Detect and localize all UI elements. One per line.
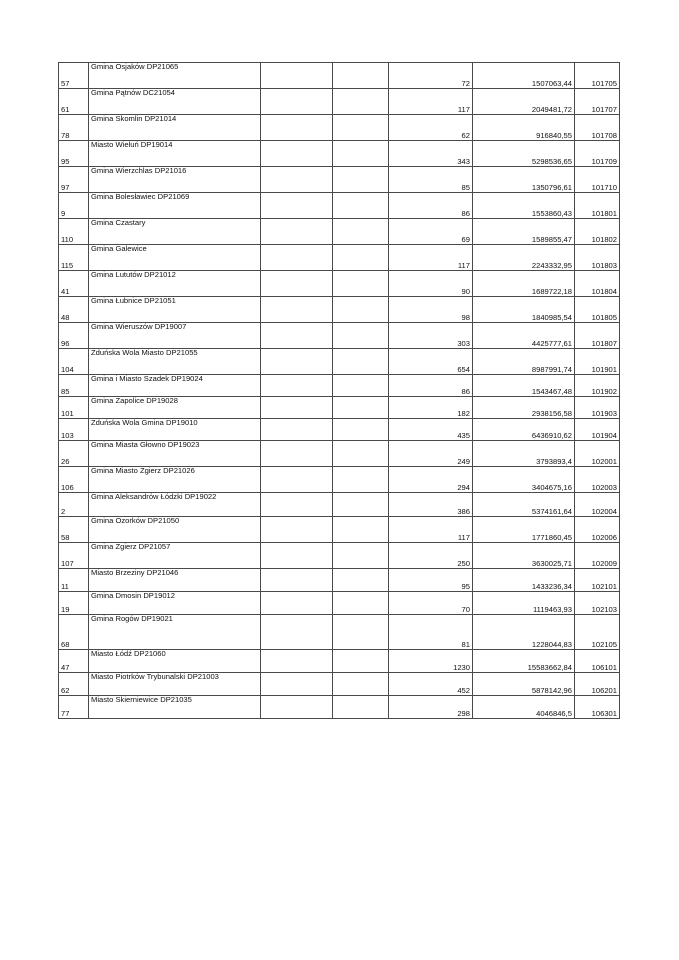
code-cell: 101807 bbox=[575, 323, 620, 349]
table-row bbox=[59, 517, 620, 543]
count-cell: 294 bbox=[389, 467, 473, 493]
row-id-cell: 95 bbox=[59, 141, 89, 167]
municipality-name-cell: Gmina Miasta Głowno DP19023 bbox=[89, 441, 261, 467]
empty-cell bbox=[261, 592, 333, 615]
amount-cell: 3404675,16 bbox=[473, 467, 575, 493]
table-row bbox=[59, 650, 620, 673]
count-cell: 86 bbox=[389, 375, 473, 397]
table-row bbox=[59, 673, 620, 696]
empty-cell bbox=[261, 141, 333, 167]
table-row bbox=[59, 592, 620, 615]
amount-cell: 15583662,84 bbox=[473, 650, 575, 673]
empty-cell bbox=[261, 696, 333, 719]
row-id-cell: 78 bbox=[59, 115, 89, 141]
amount-cell: 916840,55 bbox=[473, 115, 575, 141]
code-cell: 102006 bbox=[575, 517, 620, 543]
count-cell: 303 bbox=[389, 323, 473, 349]
municipality-name-cell: Gmina Dmosin DP19012 bbox=[89, 592, 261, 615]
municipality-name-cell: Gmina Zapolice DP19028 bbox=[89, 397, 261, 419]
empty-cell bbox=[333, 543, 389, 569]
count-cell: 117 bbox=[389, 245, 473, 271]
count-cell: 72 bbox=[389, 63, 473, 89]
count-cell: 452 bbox=[389, 673, 473, 696]
table-row bbox=[59, 441, 620, 467]
empty-cell bbox=[261, 419, 333, 441]
count-cell: 85 bbox=[389, 167, 473, 193]
municipality-name-cell: Gmina i Miasto Szadek DP19024 bbox=[89, 375, 261, 397]
code-cell: 101802 bbox=[575, 219, 620, 245]
code-cell: 101904 bbox=[575, 419, 620, 441]
code-cell: 102004 bbox=[575, 493, 620, 517]
code-cell: 102009 bbox=[575, 543, 620, 569]
table-row bbox=[59, 419, 620, 441]
empty-cell bbox=[333, 467, 389, 493]
code-cell: 101803 bbox=[575, 245, 620, 271]
row-id-cell: 62 bbox=[59, 673, 89, 696]
code-cell: 101710 bbox=[575, 167, 620, 193]
table-row bbox=[59, 375, 620, 397]
municipality-name-cell: Miasto Wieluń DP19014 bbox=[89, 141, 261, 167]
row-id-cell: 19 bbox=[59, 592, 89, 615]
amount-cell: 2938156,58 bbox=[473, 397, 575, 419]
empty-cell bbox=[333, 650, 389, 673]
municipality-name-cell: Gmina Pątnów DC21054 bbox=[89, 89, 261, 115]
municipality-name-cell: Gmina Galewice bbox=[89, 245, 261, 271]
amount-cell: 5878142,96 bbox=[473, 673, 575, 696]
municipality-name-cell: Zduńska Wola Gmina DP19010 bbox=[89, 419, 261, 441]
row-id-cell: 107 bbox=[59, 543, 89, 569]
table-row bbox=[59, 397, 620, 419]
row-id-cell: 103 bbox=[59, 419, 89, 441]
row-id-cell: 9 bbox=[59, 193, 89, 219]
count-cell: 69 bbox=[389, 219, 473, 245]
empty-cell bbox=[333, 323, 389, 349]
municipality-name-cell: Zduńska Wola Miasto DP21055 bbox=[89, 349, 261, 375]
table-row bbox=[59, 493, 620, 517]
count-cell: 62 bbox=[389, 115, 473, 141]
municipality-name-cell: Gmina Zgierz DP21057 bbox=[89, 543, 261, 569]
count-cell: 250 bbox=[389, 543, 473, 569]
empty-cell bbox=[333, 141, 389, 167]
empty-cell bbox=[261, 467, 333, 493]
row-id-cell: 26 bbox=[59, 441, 89, 467]
empty-cell bbox=[333, 375, 389, 397]
code-cell: 102001 bbox=[575, 441, 620, 467]
table-row bbox=[59, 167, 620, 193]
empty-cell bbox=[261, 297, 333, 323]
empty-cell bbox=[261, 397, 333, 419]
code-cell: 101804 bbox=[575, 271, 620, 297]
amount-cell: 3630025,71 bbox=[473, 543, 575, 569]
row-id-cell: 47 bbox=[59, 650, 89, 673]
empty-cell bbox=[333, 615, 389, 650]
empty-cell bbox=[261, 493, 333, 517]
amount-cell: 1840985,54 bbox=[473, 297, 575, 323]
empty-cell bbox=[261, 245, 333, 271]
empty-cell bbox=[333, 115, 389, 141]
amount-cell: 2049481,72 bbox=[473, 89, 575, 115]
row-id-cell: 85 bbox=[59, 375, 89, 397]
municipality-name-cell: Gmina Ozorków DP21050 bbox=[89, 517, 261, 543]
empty-cell bbox=[261, 323, 333, 349]
table-row bbox=[59, 89, 620, 115]
empty-cell bbox=[261, 115, 333, 141]
empty-cell bbox=[261, 650, 333, 673]
code-cell: 101903 bbox=[575, 397, 620, 419]
empty-cell bbox=[333, 696, 389, 719]
amount-cell: 5298536,65 bbox=[473, 141, 575, 167]
empty-cell bbox=[333, 89, 389, 115]
code-cell: 101801 bbox=[575, 193, 620, 219]
empty-cell bbox=[333, 419, 389, 441]
table-row bbox=[59, 615, 620, 650]
row-id-cell: 48 bbox=[59, 297, 89, 323]
table-row bbox=[59, 141, 620, 167]
empty-cell bbox=[333, 167, 389, 193]
municipality-name-cell: Gmina Skomlin DP21014 bbox=[89, 115, 261, 141]
empty-cell bbox=[333, 569, 389, 592]
amount-cell: 4425777,61 bbox=[473, 323, 575, 349]
amount-cell: 4046846,5 bbox=[473, 696, 575, 719]
empty-cell bbox=[261, 517, 333, 543]
code-cell: 101708 bbox=[575, 115, 620, 141]
row-id-cell: 41 bbox=[59, 271, 89, 297]
code-cell: 102105 bbox=[575, 615, 620, 650]
table-row bbox=[59, 543, 620, 569]
municipality-name-cell: Miasto Brzeziny DP21046 bbox=[89, 569, 261, 592]
table-row bbox=[59, 63, 620, 89]
empty-cell bbox=[261, 349, 333, 375]
municipality-name-cell: Miasto Skierniewice DP21035 bbox=[89, 696, 261, 719]
amount-cell: 1228044,83 bbox=[473, 615, 575, 650]
code-cell: 106201 bbox=[575, 673, 620, 696]
table-row bbox=[59, 219, 620, 245]
amount-cell: 5374161,64 bbox=[473, 493, 575, 517]
table-body bbox=[59, 63, 620, 719]
code-cell: 102101 bbox=[575, 569, 620, 592]
amount-cell: 1433236,34 bbox=[473, 569, 575, 592]
empty-cell bbox=[261, 441, 333, 467]
row-id-cell: 110 bbox=[59, 219, 89, 245]
amount-cell: 1119463,93 bbox=[473, 592, 575, 615]
municipality-name-cell: Gmina Aleksandrów Łódzki DP19022 bbox=[89, 493, 261, 517]
code-cell: 102003 bbox=[575, 467, 620, 493]
table-row bbox=[59, 323, 620, 349]
count-cell: 70 bbox=[389, 592, 473, 615]
empty-cell bbox=[261, 543, 333, 569]
empty-cell bbox=[333, 219, 389, 245]
empty-cell bbox=[261, 375, 333, 397]
empty-cell bbox=[261, 615, 333, 650]
municipality-name-cell: Gmina Wierzchlas DP21016 bbox=[89, 167, 261, 193]
code-cell: 101901 bbox=[575, 349, 620, 375]
count-cell: 386 bbox=[389, 493, 473, 517]
empty-cell bbox=[261, 89, 333, 115]
amount-cell: 1553860,43 bbox=[473, 193, 575, 219]
code-cell: 106301 bbox=[575, 696, 620, 719]
municipality-name-cell: Gmina Lututów DP21012 bbox=[89, 271, 261, 297]
count-cell: 654 bbox=[389, 349, 473, 375]
amount-cell: 6436910,62 bbox=[473, 419, 575, 441]
row-id-cell: 57 bbox=[59, 63, 89, 89]
empty-cell bbox=[261, 219, 333, 245]
empty-cell bbox=[333, 517, 389, 543]
empty-cell bbox=[261, 63, 333, 89]
empty-cell bbox=[333, 271, 389, 297]
row-id-cell: 101 bbox=[59, 397, 89, 419]
empty-cell bbox=[333, 441, 389, 467]
amount-cell: 1689722,18 bbox=[473, 271, 575, 297]
count-cell: 343 bbox=[389, 141, 473, 167]
count-cell: 1230 bbox=[389, 650, 473, 673]
amount-cell: 1771860,45 bbox=[473, 517, 575, 543]
count-cell: 249 bbox=[389, 441, 473, 467]
row-id-cell: 2 bbox=[59, 493, 89, 517]
municipality-name-cell: Gmina Łubnice DP21051 bbox=[89, 297, 261, 323]
table-row bbox=[59, 467, 620, 493]
municipality-name-cell: Gmina Miasto Zgierz DP21026 bbox=[89, 467, 261, 493]
count-cell: 86 bbox=[389, 193, 473, 219]
table-row bbox=[59, 271, 620, 297]
table-row bbox=[59, 696, 620, 719]
amount-cell: 1543467,48 bbox=[473, 375, 575, 397]
row-id-cell: 115 bbox=[59, 245, 89, 271]
empty-cell bbox=[333, 63, 389, 89]
empty-cell bbox=[333, 397, 389, 419]
row-id-cell: 61 bbox=[59, 89, 89, 115]
empty-cell bbox=[333, 349, 389, 375]
row-id-cell: 97 bbox=[59, 167, 89, 193]
count-cell: 298 bbox=[389, 696, 473, 719]
code-cell: 101709 bbox=[575, 141, 620, 167]
count-cell: 182 bbox=[389, 397, 473, 419]
municipality-name-cell: Miasto Łódź DP21060 bbox=[89, 650, 261, 673]
empty-cell bbox=[333, 193, 389, 219]
row-id-cell: 104 bbox=[59, 349, 89, 375]
empty-cell bbox=[261, 673, 333, 696]
count-cell: 117 bbox=[389, 89, 473, 115]
count-cell: 90 bbox=[389, 271, 473, 297]
row-id-cell: 77 bbox=[59, 696, 89, 719]
amount-cell: 1589855,47 bbox=[473, 219, 575, 245]
amount-cell: 3793893,4 bbox=[473, 441, 575, 467]
code-cell: 101707 bbox=[575, 89, 620, 115]
code-cell: 101902 bbox=[575, 375, 620, 397]
empty-cell bbox=[261, 569, 333, 592]
empty-cell bbox=[261, 193, 333, 219]
empty-cell bbox=[333, 592, 389, 615]
municipality-name-cell: Gmina Bolesławiec DP21069 bbox=[89, 193, 261, 219]
empty-cell bbox=[333, 673, 389, 696]
table-row bbox=[59, 245, 620, 271]
empty-cell bbox=[261, 167, 333, 193]
row-id-cell: 58 bbox=[59, 517, 89, 543]
table-row bbox=[59, 349, 620, 375]
row-id-cell: 106 bbox=[59, 467, 89, 493]
count-cell: 98 bbox=[389, 297, 473, 323]
empty-cell bbox=[333, 245, 389, 271]
data-table bbox=[58, 62, 620, 719]
municipality-name-cell: Gmina Osjaków DP21065 bbox=[89, 63, 261, 89]
amount-cell: 2243332,95 bbox=[473, 245, 575, 271]
table-row bbox=[59, 297, 620, 323]
empty-cell bbox=[261, 271, 333, 297]
code-cell: 102103 bbox=[575, 592, 620, 615]
municipality-name-cell: Gmina Rogów DP19021 bbox=[89, 615, 261, 650]
table-row bbox=[59, 569, 620, 592]
amount-cell: 1350796,61 bbox=[473, 167, 575, 193]
code-cell: 106101 bbox=[575, 650, 620, 673]
table-row bbox=[59, 193, 620, 219]
row-id-cell: 96 bbox=[59, 323, 89, 349]
count-cell: 81 bbox=[389, 615, 473, 650]
municipality-name-cell: Gmina Czastary bbox=[89, 219, 261, 245]
municipality-name-cell: Gmina Wieruszów DP19007 bbox=[89, 323, 261, 349]
count-cell: 95 bbox=[389, 569, 473, 592]
empty-cell bbox=[333, 493, 389, 517]
code-cell: 101805 bbox=[575, 297, 620, 323]
amount-cell: 1507063,44 bbox=[473, 63, 575, 89]
table-row bbox=[59, 115, 620, 141]
municipality-name-cell: Miasto Piotrków Trybunalski DP21003 bbox=[89, 673, 261, 696]
row-id-cell: 68 bbox=[59, 615, 89, 650]
empty-cell bbox=[333, 297, 389, 323]
row-id-cell: 11 bbox=[59, 569, 89, 592]
code-cell: 101705 bbox=[575, 63, 620, 89]
count-cell: 117 bbox=[389, 517, 473, 543]
amount-cell: 8987991,74 bbox=[473, 349, 575, 375]
count-cell: 435 bbox=[389, 419, 473, 441]
